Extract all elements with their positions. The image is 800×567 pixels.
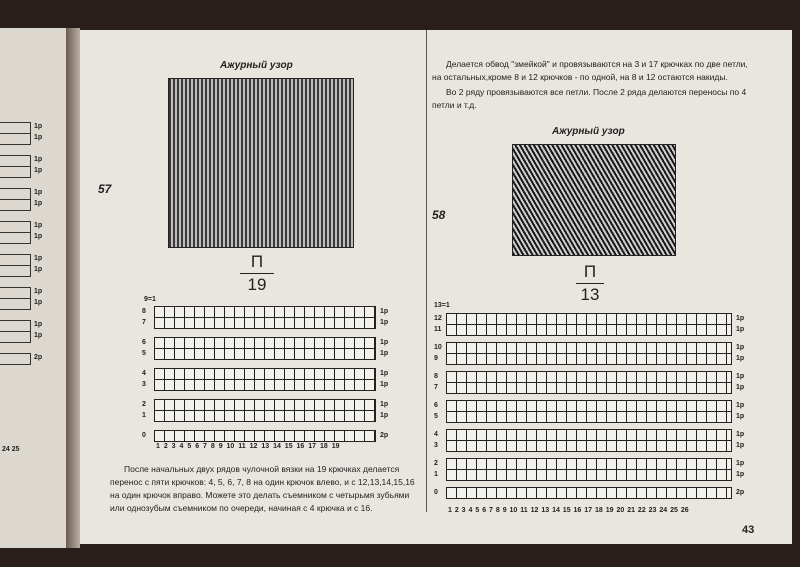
- chart-row-suffix: 1р: [736, 402, 745, 409]
- page-number: 43: [742, 524, 755, 536]
- chart-row-suffix: 1р: [380, 350, 389, 357]
- fraction-top: П: [583, 262, 597, 281]
- sliver-row-label: 1р: [34, 134, 43, 141]
- sliver-row: [0, 166, 31, 178]
- chart-row-suffix: 2р: [736, 489, 745, 496]
- sliver-row-label: 1р: [34, 266, 43, 273]
- fraction-bottom: 19: [247, 275, 267, 294]
- chart-row-number: 0: [142, 432, 146, 439]
- pattern57-caption: Ажурный узор: [220, 60, 293, 71]
- chart-row-suffix: 1р: [736, 344, 745, 351]
- chart-row-number: 4: [142, 370, 146, 377]
- chart-row-suffix: 1р: [736, 373, 745, 380]
- sliver-row: [0, 133, 31, 145]
- sliver-row: [0, 353, 31, 365]
- sliver-row: [0, 199, 31, 211]
- chart-row-suffix: 1р: [736, 355, 745, 362]
- pattern57-column-numbers: 1 2 3 4 5 6 7 8 9 10 11 12 13 14 15 16 17 18 19: [156, 443, 340, 450]
- chart-row-suffix: 1р: [380, 339, 389, 346]
- chart-row-suffix: 1р: [380, 381, 389, 388]
- pattern58-fraction: [576, 262, 604, 305]
- chart-row-suffix: 1р: [736, 413, 745, 420]
- book-spine: [66, 28, 80, 548]
- chart-row-suffix: 1р: [380, 319, 389, 326]
- sliver-row-label: 1р: [34, 288, 43, 295]
- chart-row-suffix: 1р: [380, 370, 389, 377]
- chart-row: [154, 348, 376, 360]
- chart-row-number: 3: [434, 442, 438, 449]
- chart-row-suffix: 1р: [736, 384, 745, 391]
- chart-row-number: 10: [434, 344, 442, 351]
- pattern58-caption: Ажурный узор: [552, 126, 625, 137]
- chart-row-suffix: 2р: [380, 432, 389, 439]
- chart-row: [154, 379, 376, 391]
- chart-row: [446, 382, 732, 394]
- chart-row: [154, 410, 376, 422]
- chart-row-number: 6: [434, 402, 438, 409]
- sliver-row-label: 1р: [34, 332, 43, 339]
- chart-row-number: 6: [142, 339, 146, 346]
- chart-row-suffix: 1р: [736, 315, 745, 322]
- chart-row-number: 11: [434, 326, 442, 333]
- chart-row: [446, 353, 732, 365]
- sliver-row-label: 1р: [34, 123, 43, 130]
- chart-row-suffix: 1р: [380, 401, 389, 408]
- chart-row-suffix: 1р: [736, 460, 745, 467]
- chart-row-number: 2: [142, 401, 146, 408]
- pattern57-photo: [168, 78, 354, 248]
- column-divider: [426, 30, 427, 512]
- sliver-row-label: 1р: [34, 299, 43, 306]
- chart-row-number: 0: [434, 489, 438, 496]
- sliver-row-label: 1р: [34, 156, 43, 163]
- sliver-row: [0, 298, 31, 310]
- previous-page-edge: [0, 28, 68, 548]
- pattern57-fraction: [240, 252, 274, 295]
- chart-row: [154, 317, 376, 329]
- chart-row-number: 4: [434, 431, 438, 438]
- chart-row: [446, 469, 732, 481]
- sliver-row-label: 1р: [34, 233, 43, 240]
- chart-row-number: 5: [142, 350, 146, 357]
- chart-row: [154, 430, 376, 442]
- chart-row: [446, 324, 732, 336]
- chart-row-number: 9: [434, 355, 438, 362]
- pattern58-photo: [512, 144, 676, 256]
- chart-row-number: 8: [142, 308, 146, 315]
- chart-row-number: 7: [142, 319, 146, 326]
- pattern57-grid-label: 9=1: [144, 296, 156, 303]
- chart-row-number: 1: [142, 412, 146, 419]
- sliver-row-label: 1р: [34, 222, 43, 229]
- sliver-row-label: 1р: [34, 200, 43, 207]
- sliver-footer-numbers: 24 25: [2, 446, 20, 453]
- chart-row-number: 7: [434, 384, 438, 391]
- chart-row-suffix: 1р: [736, 471, 745, 478]
- chart-row: [446, 411, 732, 423]
- chart-row-number: 8: [434, 373, 438, 380]
- sliver-row: [0, 265, 31, 277]
- chart-row-suffix: 1р: [380, 412, 389, 419]
- sliver-row-label: 1р: [34, 167, 43, 174]
- pattern57-number: 57: [98, 182, 112, 196]
- pattern58-grid-label: 13=1: [434, 302, 450, 309]
- sliver-row-label: 1р: [34, 255, 43, 262]
- chart-row: [446, 487, 732, 499]
- chart-row-suffix: 1р: [380, 308, 389, 315]
- pattern58-column-numbers: 1 2 3 4 5 6 7 8 9 10 11 12 13 14 15 16 17 18 19 20 21 22 23 24 25 26: [448, 507, 689, 514]
- chart-row-number: 2: [434, 460, 438, 467]
- chart-row-suffix: 1р: [736, 431, 745, 438]
- fraction-top: П: [250, 252, 264, 271]
- sliver-row: [0, 331, 31, 343]
- pattern58-number: 58: [432, 208, 446, 222]
- pattern58-intro2: Во 2 ряду провязываются все петли. После 2 ряда делаются переносы по 4 петли и т.д.: [432, 87, 747, 110]
- chart-row-suffix: 1р: [736, 326, 745, 333]
- sliver-row-label: 2р: [34, 354, 43, 361]
- chart-row: [446, 440, 732, 452]
- pattern58-intro: Делается обвод "змейкой" и провязываются на 3 и 17 крючках по две петли, на остальных,кроме 8 и 12 крючков - по одной, на 8 и 12 остаются накиды.: [432, 59, 748, 82]
- fraction-bottom: 13: [580, 285, 600, 304]
- chart-row-number: 12: [434, 315, 442, 322]
- chart-row-number: 1: [434, 471, 438, 478]
- chart-row-suffix: 1р: [736, 442, 745, 449]
- chart-row-number: 5: [434, 413, 438, 420]
- pattern57-description: После начальных двух рядов чулочной вязки на 19 крючках делается перенос с пяти крючков: 4, 5, 6, 7, 8 на один крючок влево, и с 12,13,14,15,16 на один крючок вправо. Можете это делать съемником с четырьмя зубьями или однозубым съемником по очереди, начиная с 4 крючка и с 16.: [110, 464, 415, 513]
- sliver-row-label: 1р: [34, 189, 43, 196]
- sliver-row-label: 1р: [34, 321, 43, 328]
- sliver-row: [0, 232, 31, 244]
- chart-row-number: 3: [142, 381, 146, 388]
